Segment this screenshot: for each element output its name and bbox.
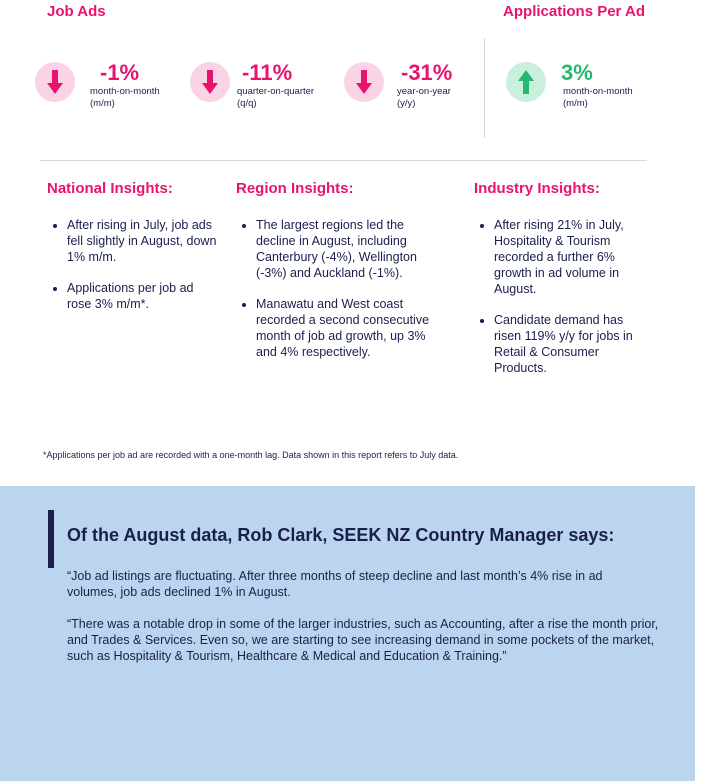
stat-description: [90, 86, 160, 110]
stat-value: -11%: [242, 60, 293, 85]
industry-insights: [474, 180, 646, 391]
industry-insights-list: [474, 217, 646, 376]
stat-description-abbrev: (q/q): [237, 98, 257, 109]
applications-per-ad-title: Applications Per Ad: [503, 3, 645, 20]
stat-description: [563, 86, 633, 110]
arrow-down-icon: [344, 62, 384, 102]
stat-description-line: year-on-year: [397, 86, 451, 97]
quote-paragraph: “Job ad listings are fluctuating. After three months of steep decline and last month’s 4% rise in ad volumes, job ads declined 1% in August.: [67, 569, 603, 599]
stat-description-abbrev: (y/y): [397, 98, 416, 109]
list-item: • The largest regions led the decline in August, including Canterbury (-4%), Wellington (-3%) and Auckland (-1%).: [256, 217, 446, 281]
region-insights: [236, 180, 446, 375]
list-item: • Candidate demand has risen 119% y/y for jobs in Retail & Consumer Products.: [494, 312, 646, 376]
quote-heading: Of the August data, Rob Clark, SEEK NZ Country Manager says:: [67, 525, 615, 545]
arrow-down-icon: [35, 62, 75, 102]
vertical-divider: [484, 38, 485, 138]
list-item: • After rising in July, job ads fell slightly in August, down 1% m/m.: [67, 217, 219, 265]
stat-value: -1%: [100, 60, 140, 85]
quote-accent-bar: [48, 510, 54, 568]
stat-description-line: month-on-month: [90, 86, 160, 97]
list-item: • Manawatu and West coast recorded a second consecutive month of job ad growth, up 3% and 4% respectively.: [256, 296, 446, 360]
stat-description-line: quarter-on-quarter: [237, 86, 315, 97]
quote-panel: [0, 486, 695, 781]
list-item: • Applications per job ad rose 3% m/m*.: [67, 280, 219, 312]
horizontal-divider: [40, 160, 647, 161]
stat-description-abbrev: (m/m): [90, 98, 115, 109]
stat-description: [397, 86, 451, 110]
national-insights-title: National Insights:: [47, 180, 173, 197]
job-ads-title: Job Ads: [47, 3, 106, 20]
quote-paragraph: “There was a notable drop in some of the larger industries, such as Accounting, after a rise the month prior, and Trades & Services. Even so, we are starting to see increasing demand in some pockets of the market, such as Hospitality & Tourism, Healthcare & Medical and Education & Training.”: [67, 617, 659, 663]
footnote: *Applications per job ad are recorded with a one-month lag. Data shown in this report refers to July data.: [43, 450, 459, 460]
stat-description-abbrev: (m/m): [563, 98, 588, 109]
stat-value: 3%: [561, 60, 593, 85]
region-insights-list: [236, 217, 446, 360]
stat-description: [237, 86, 314, 110]
industry-insights-title: Industry Insights:: [474, 180, 600, 197]
national-insights: [47, 180, 219, 327]
national-insights-list: [47, 217, 219, 312]
region-insights-title: Region Insights:: [236, 180, 354, 197]
list-item: • After rising 21% in July, Hospitality & Tourism recorded a further 6% growth in ad volume in August.: [494, 217, 646, 297]
stat-value: -31%: [401, 60, 453, 85]
arrow-up-icon: [506, 62, 546, 102]
stat-description-line: month-on-month: [563, 86, 633, 97]
arrow-down-icon: [190, 62, 230, 102]
